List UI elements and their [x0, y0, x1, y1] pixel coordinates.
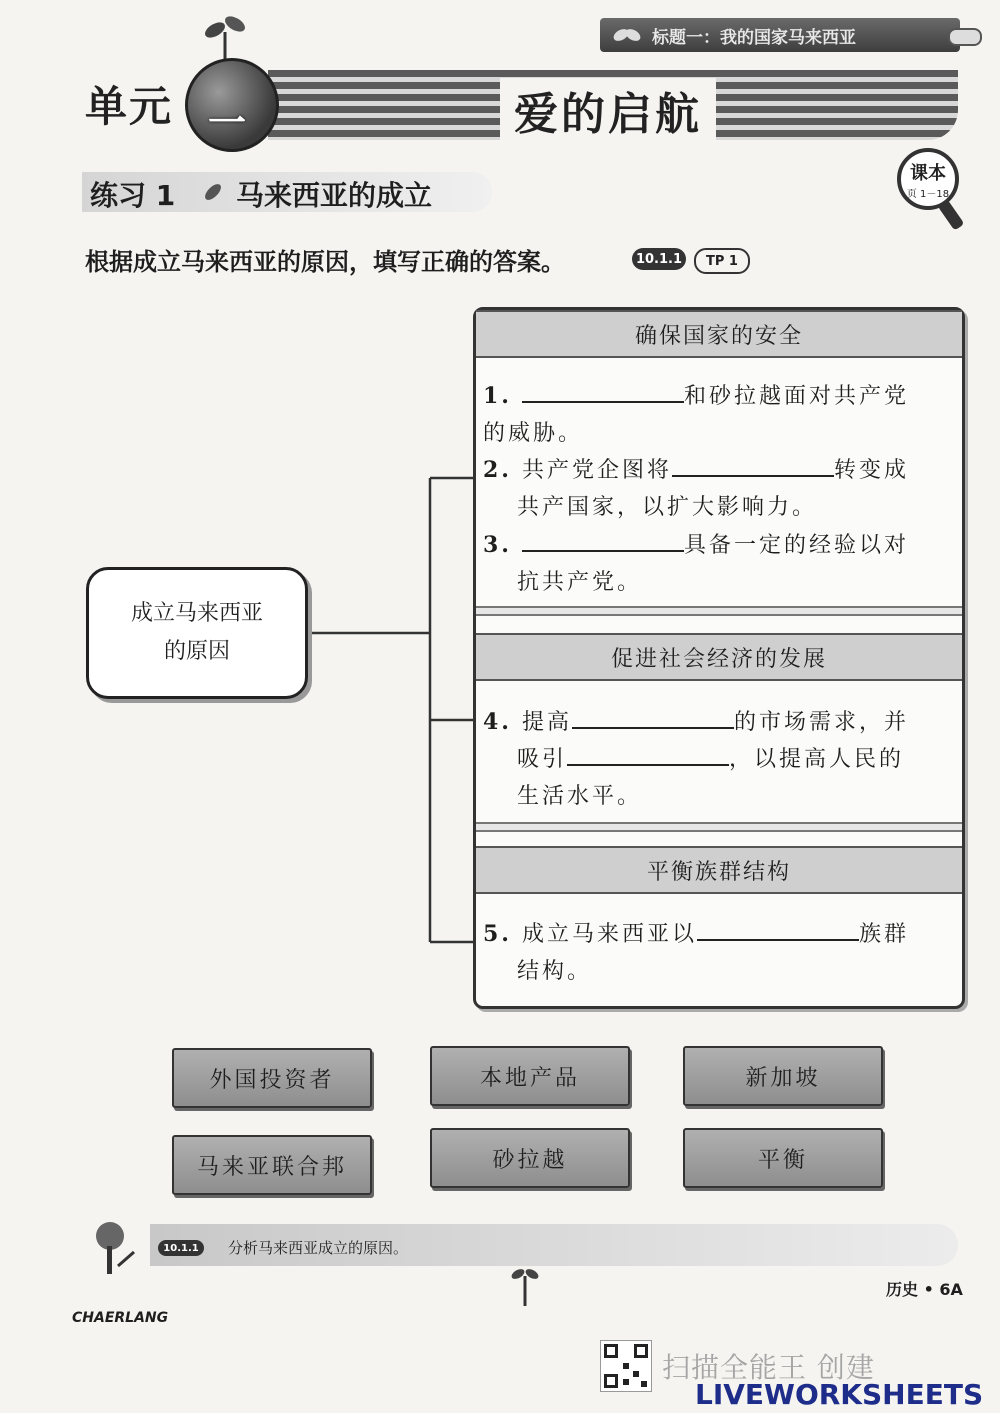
center-topic-line1: 成立马来西亚	[130, 601, 263, 626]
question-3: 3. 具备一定的经验以对 抗共产党。	[483, 527, 953, 601]
chapter-title: 标题一：我的国家马来西亚	[652, 27, 856, 48]
unit-title: 爱的启航	[500, 78, 716, 142]
section-separator	[476, 606, 962, 616]
qr-code-icon	[600, 1340, 652, 1392]
exercise-number: 练习 1	[90, 179, 176, 212]
publisher-logo: CHAERLANG	[72, 1310, 169, 1326]
answer-option-tile[interactable]: 马来亚联合邦	[172, 1135, 372, 1195]
question-2: 2. 共产党企图将 转变成 共产国家，以扩大影响力。	[483, 452, 953, 526]
question-4: 4. 提高 的市场需求，并 吸引 ，以提高人民的 生活水平。	[483, 704, 953, 815]
scanner-watermark: 扫描全能王 创建	[662, 1351, 875, 1384]
answer-blank-4b[interactable]	[567, 742, 729, 766]
question-5: 5. 成立马来西亚以 族群 结构。	[483, 916, 953, 990]
section-heading-security: 确保国家的安全	[476, 310, 962, 358]
answer-option-tile[interactable]: 外国投资者	[172, 1048, 372, 1108]
answer-blank-5[interactable]	[697, 917, 859, 941]
answer-blank-1[interactable]	[522, 379, 684, 403]
section-heading-economy: 促进社会经济的发展	[476, 633, 962, 681]
answer-option-tile[interactable]: 平衡	[683, 1128, 883, 1188]
unit-label: 单元	[85, 82, 174, 131]
instruction: 根据成立马来西亚的原因，填写正确的答案。	[85, 248, 565, 276]
section-heading-ethnic: 平衡族群结构	[476, 846, 962, 894]
tree-icon	[88, 1218, 138, 1278]
badge-title: 课本	[910, 163, 946, 184]
unit-number: 一	[207, 101, 246, 145]
standard-code-badge: 10.1.1	[632, 248, 686, 270]
answer-option-tile[interactable]: 砂拉越	[430, 1128, 630, 1188]
badge-pages: 页 1－18	[906, 189, 950, 200]
answer-blank-3[interactable]	[522, 528, 684, 552]
answer-blank-2[interactable]	[672, 453, 834, 477]
center-topic-line2: 的原因	[163, 639, 230, 664]
question-1: 1. 和砂拉越面对共产党 的威胁。	[483, 378, 953, 452]
answer-option-tile[interactable]: 新加坡	[683, 1046, 883, 1106]
center-topic-node	[86, 567, 308, 699]
exercise-title: 马来西亚的成立	[236, 179, 433, 212]
section-separator	[476, 822, 962, 832]
answer-blank-4a[interactable]	[572, 705, 734, 729]
sprout-ornament-icon	[510, 1262, 540, 1306]
answer-option-tile[interactable]: 本地产品	[430, 1046, 630, 1106]
footer-standard-code: 10.1.1	[158, 1240, 204, 1256]
liveworksheets-logo: LIVEWORKSHEETS	[695, 1378, 984, 1411]
tp-badge: TP 1	[694, 248, 750, 274]
learning-objective: 分析马来西亚成立的原因。	[228, 1239, 409, 1257]
page-number: 历史 • 6A	[886, 1280, 963, 1299]
